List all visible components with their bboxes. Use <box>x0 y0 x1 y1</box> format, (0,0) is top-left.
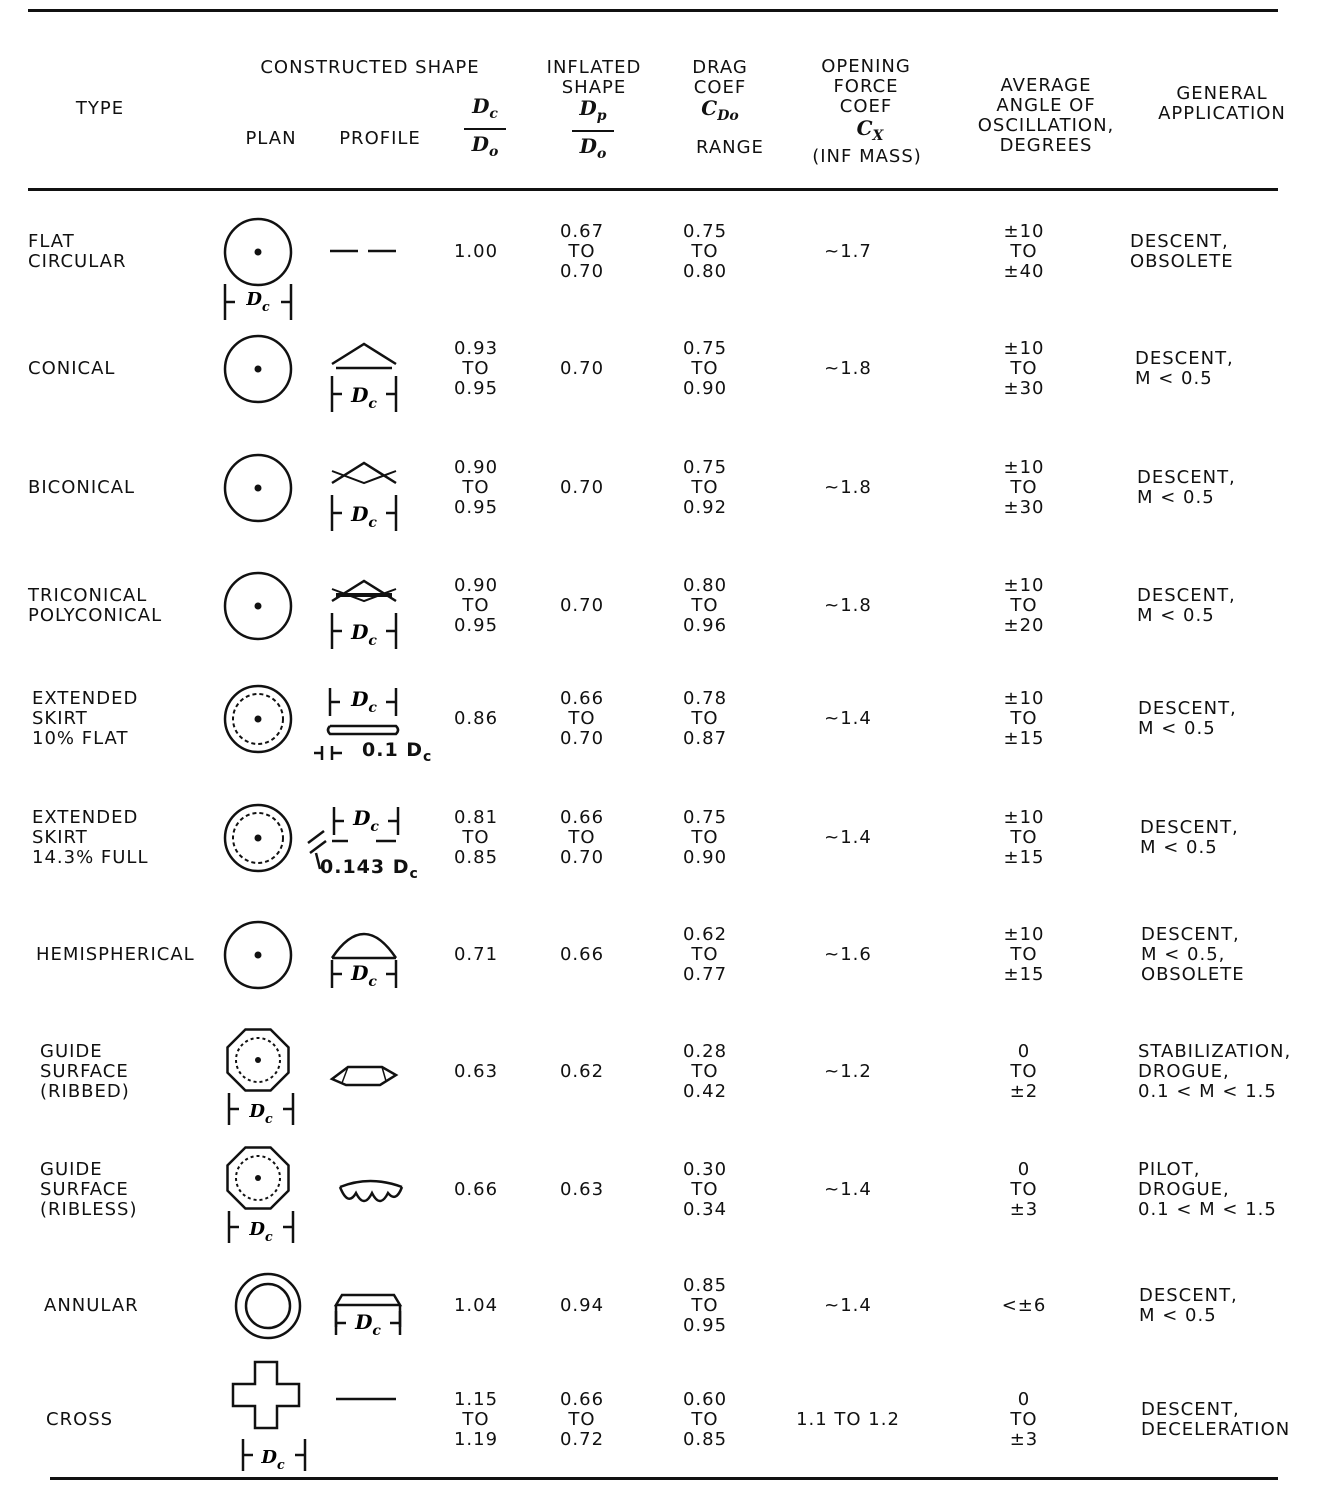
row-drag-coef: 0.75 TO 0.92 <box>682 457 728 518</box>
row-drag-coef: 0.62 TO 0.77 <box>682 924 728 985</box>
plan-view-icon <box>203 1251 313 1361</box>
row-oscillation-angle: 0 TO ±3 <box>1009 1159 1039 1220</box>
row-opening-force: ~1.8 <box>824 358 872 379</box>
plan-view-icon <box>203 664 313 774</box>
row-opening-force: ~1.4 <box>824 1295 872 1316</box>
row-application: DESCENT, M < 0.5 <box>1137 585 1236 626</box>
profile-view-icon <box>312 900 422 1010</box>
row-opening-force: ~1.4 <box>824 827 872 848</box>
row-opening-force: ~1.4 <box>824 1179 872 1200</box>
header-constructed-shape: CONSTRUCTED SHAPE <box>260 57 480 78</box>
header-drag-range: RANGE <box>696 137 764 158</box>
profile-view-icon <box>312 314 422 424</box>
row-dp-ratio: 0.66 TO 0.72 <box>559 1389 605 1450</box>
plan-view-icon <box>203 900 313 1010</box>
row-type: ANNULAR <box>44 1295 139 1316</box>
dimension-label: $D_c$ <box>249 1101 273 1126</box>
row-dc-ratio: 1.15 TO 1.19 <box>453 1389 499 1450</box>
row-type: HEMISPHERICAL <box>36 944 195 965</box>
dimension-label: $D_c$ <box>353 806 379 835</box>
row-drag-coef: 0.28 TO 0.42 <box>682 1041 728 1102</box>
row-dc-ratio: 0.71 <box>453 944 499 965</box>
row-dc-ratio: 0.81 TO 0.85 <box>453 807 499 868</box>
dimension-label: $D_c$ <box>351 620 377 649</box>
row-application: DESCENT, M < 0.5 <box>1139 1285 1238 1326</box>
row-application: DESCENT, M < 0.5 <box>1135 348 1234 389</box>
row-type: TRICONICAL POLYCONICAL <box>28 585 163 626</box>
row-opening-force: ~1.8 <box>824 595 872 616</box>
header-opening-note: (INF MASS) <box>812 146 922 167</box>
row-application: DESCENT, M < 0.5 <box>1138 698 1237 739</box>
row-type: FLAT CIRCULAR <box>28 231 127 272</box>
row-dp-ratio: 0.67 TO 0.70 <box>559 221 605 282</box>
row-application: DESCENT, M < 0.5, OBSOLETE <box>1141 924 1245 985</box>
row-application: DESCENT, M < 0.5 <box>1137 467 1236 508</box>
row-oscillation-angle: 0 TO ±2 <box>1009 1041 1039 1102</box>
row-drag-coef: 0.30 TO 0.34 <box>682 1159 728 1220</box>
row-dc-ratio: 0.63 <box>453 1061 499 1082</box>
header-drag-symbol: $C_{Do}$ <box>701 96 739 124</box>
row-dp-ratio: 0.66 <box>559 944 605 965</box>
plan-view-icon <box>203 433 313 543</box>
row-oscillation-angle: <±6 <box>1001 1295 1047 1316</box>
row-dp-ratio: 0.94 <box>559 1295 605 1316</box>
dimension-label: $D_c$ <box>246 289 270 314</box>
profile-view-icon <box>312 197 422 307</box>
row-application: DESCENT, DECELERATION <box>1141 1399 1291 1440</box>
row-oscillation-angle: ±10 TO ±40 <box>1003 221 1045 282</box>
profile-view-icon <box>312 1251 422 1361</box>
header-dc-ratio: $D_c$ $D_o$ <box>464 94 506 164</box>
row-opening-force: ~1.7 <box>824 241 872 262</box>
row-drag-coef: 0.85 TO 0.95 <box>682 1275 728 1336</box>
row-type: GUIDE SURFACE (RIBBED) <box>40 1041 130 1102</box>
row-type: CROSS <box>46 1409 114 1430</box>
row-application: DESCENT, OBSOLETE <box>1130 231 1234 272</box>
row-opening-force: ~1.2 <box>824 1061 872 1082</box>
profile-view-icon <box>312 1017 422 1127</box>
row-drag-coef: 0.78 TO 0.87 <box>682 688 728 749</box>
profile-view-icon <box>312 433 422 543</box>
row-oscillation-angle: ±10 TO ±15 <box>1003 688 1045 749</box>
dimension-label: $D_c$ <box>351 961 377 990</box>
header-drag-coef: DRAG COEF <box>692 57 748 98</box>
row-dp-ratio: 0.63 <box>559 1179 605 1200</box>
row-oscillation-angle: ±10 TO ±30 <box>1003 338 1045 399</box>
header-plan: PLAN <box>245 128 297 149</box>
row-opening-force: ~1.4 <box>824 708 872 729</box>
header-rule <box>28 188 1278 191</box>
row-drag-coef: 0.75 TO 0.90 <box>682 338 728 399</box>
header-type: TYPE <box>75 98 125 119</box>
header-opening-symbol: $C_X$ <box>856 116 884 144</box>
row-opening-force: ~1.6 <box>824 944 872 965</box>
row-opening-force: ~1.8 <box>824 477 872 498</box>
row-dc-ratio: 0.90 TO 0.95 <box>453 457 499 518</box>
profile-view-icon <box>312 1365 422 1475</box>
row-dc-ratio: 1.00 <box>453 241 499 262</box>
dimension-label: $D_c$ <box>351 502 377 531</box>
plan-view-icon <box>203 783 313 893</box>
profile-dimension-label: 0.143 $D_c$ <box>320 856 419 882</box>
row-drag-coef: 0.75 TO 0.80 <box>682 221 728 282</box>
row-oscillation-angle: ±10 TO ±30 <box>1003 457 1045 518</box>
row-type: BICONICAL <box>28 477 136 498</box>
plan-view-icon <box>203 1017 313 1127</box>
row-oscillation-angle: ±10 TO ±15 <box>1003 924 1045 985</box>
row-dp-ratio: 0.70 <box>559 477 605 498</box>
row-dc-ratio: 0.93 TO 0.95 <box>453 338 499 399</box>
row-opening-force: 1.1 TO 1.2 <box>796 1409 900 1430</box>
row-application: STABILIZATION, DROGUE, 0.1 < M < 1.5 <box>1138 1041 1292 1102</box>
row-application: DESCENT, M < 0.5 <box>1140 817 1239 858</box>
profile-view-icon <box>312 551 422 661</box>
bottom-rule <box>50 1477 1278 1480</box>
header-oscillation: AVERAGE ANGLE OF OSCILLATION, DEGREES <box>977 75 1115 156</box>
row-oscillation-angle: 0 TO ±3 <box>1009 1389 1039 1450</box>
row-dc-ratio: 0.90 TO 0.95 <box>453 575 499 636</box>
row-dp-ratio: 0.66 TO 0.70 <box>559 688 605 749</box>
row-dc-ratio: 1.04 <box>453 1295 499 1316</box>
row-dp-ratio: 0.70 <box>559 358 605 379</box>
row-type: EXTENDED SKIRT 10% FLAT <box>32 688 139 749</box>
dimension-label: $D_c$ <box>351 383 377 412</box>
header-profile: PROFILE <box>339 128 421 149</box>
plan-view-icon <box>203 551 313 661</box>
row-type: GUIDE SURFACE (RIBLESS) <box>40 1159 138 1220</box>
row-dc-ratio: 0.66 <box>453 1179 499 1200</box>
dimension-label: $D_c$ <box>355 1310 381 1339</box>
dimension-label: $D_c$ <box>261 1447 285 1472</box>
row-dp-ratio: 0.70 <box>559 595 605 616</box>
row-type: EXTENDED SKIRT 14.3% FULL <box>32 807 149 868</box>
profile-view-icon <box>312 1135 422 1245</box>
row-dp-ratio: 0.62 <box>559 1061 605 1082</box>
row-dp-ratio: 0.66 TO 0.70 <box>559 807 605 868</box>
row-dc-ratio: 0.86 <box>453 708 499 729</box>
header-inflated-shape: INFLATED SHAPE <box>546 57 642 98</box>
row-type: CONICAL <box>28 358 116 379</box>
plan-view-icon <box>203 1135 313 1245</box>
top-rule <box>28 9 1278 12</box>
row-oscillation-angle: ±10 TO ±20 <box>1003 575 1045 636</box>
row-oscillation-angle: ±10 TO ±15 <box>1003 807 1045 868</box>
dimension-label: $D_c$ <box>249 1219 273 1244</box>
plan-view-icon <box>203 314 313 424</box>
row-drag-coef: 0.80 TO 0.96 <box>682 575 728 636</box>
profile-dimension-label: 0.1 $D_c$ <box>362 739 433 765</box>
header-opening-force: OPENING FORCE COEF <box>821 56 911 117</box>
header-application: GENERAL APPLICATION <box>1158 83 1286 124</box>
dimension-label: $D_c$ <box>351 687 377 716</box>
row-drag-coef: 0.60 TO 0.85 <box>682 1389 728 1450</box>
row-application: PILOT, DROGUE, 0.1 < M < 1.5 <box>1138 1159 1277 1220</box>
header-dp-ratio: $D_p$ $D_o$ <box>572 96 614 166</box>
plan-view-icon <box>203 1365 313 1475</box>
row-drag-coef: 0.75 TO 0.90 <box>682 807 728 868</box>
plan-view-icon <box>203 197 313 314</box>
